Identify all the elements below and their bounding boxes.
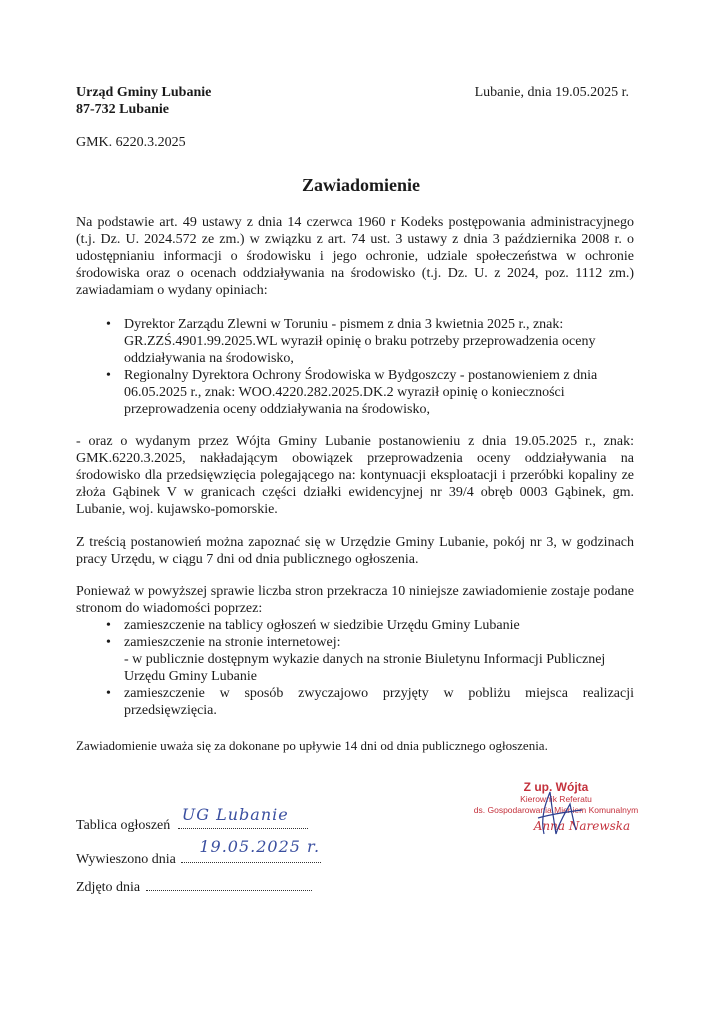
board-label: Tablica ogłoszeń xyxy=(76,818,171,833)
posted-value: 19.05.2025 r. xyxy=(199,837,321,856)
opinion-text: Regionalny Dyrektora Ochrony Środowiska w Bydgoszczy - postanowieniem z dnia 06.05.2025 r., znak: WOO.4220.282.2025.DK.2 wyraził opinię o konieczności przeprowadzenia oceny oddziaływania na środowisko, xyxy=(124,368,598,417)
opinion-text: Dyrektor Zarządu Zlewni w Toruniu - pismem z dnia 3 kwietnia 2025 r., znak: GR.ZZŚ.4901.99.2025.WL wyraził opinię o braku potrzeby przeprowadzenia oceny oddziaływania na środowisko, xyxy=(124,317,596,366)
document-title: Zawiadomienie xyxy=(301,175,420,195)
list-item xyxy=(100,367,634,418)
notice-intro: Ponieważ w powyższej sprawie liczba stron przekracza 10 niniejsze zawiadomienie zostaje podane stronom do wiadomości poprzez: xyxy=(76,584,634,616)
footer-posted-row xyxy=(76,837,321,868)
office-header xyxy=(76,84,211,118)
signature-scribble xyxy=(530,784,590,840)
notice-methods-list xyxy=(100,617,634,719)
footer-board-row xyxy=(76,805,308,834)
decision-paragraph: - oraz o wydanym przez Wójta Gminy Lubanie postanowieniu z dnia 19.05.2025 r., znak: GMK.6220.3.2025, nakładającym obowiązek przeprowadzenia oceny oddziaływania na środowisko dla przedsięwzięcia polegającego na: kontynuacji eksploatacji i przeróbki kopaliny ze złoża Gąbinek V w granicach części działki ewidencyjnej nr 39/4 obręb 0003 Gąbinek, gm. Lubanie, woj. kujawsko-pomorskie. xyxy=(76,434,634,517)
list-item xyxy=(100,617,634,634)
stamp-line-2: Kierownik Referatu xyxy=(520,794,592,804)
method-website-sub: - w publicznie dostępnym wykazie danych na stronie Biuletynu Informacji Publicznej Urzędu Gminy Lubanie xyxy=(124,652,606,684)
method-board: zamieszczenie na tablicy ogłoszeń w siedzibie Urzędu Gminy Lubanie xyxy=(124,618,520,633)
place-date: Lubanie, dnia 19.05.2025 r. xyxy=(474,85,629,100)
office-name: Urząd Gminy Lubanie xyxy=(76,85,212,100)
stamp-name: Anna Narewska xyxy=(533,819,631,833)
method-website: zamieszczenie na stronie internetowej: xyxy=(124,635,341,650)
stamp-line-1: Z up. Wójta xyxy=(523,780,589,794)
method-customary: zamieszczenie w sposób zwyczajowo przyjęty w pobliżu miejsca realizacji przedsięwzięcia. xyxy=(124,686,634,718)
case-number: GMK. 6220.3.2025 xyxy=(76,135,186,150)
removed-label: Zdjęto dnia xyxy=(76,880,141,895)
posted-field xyxy=(181,837,321,863)
opinions-list xyxy=(100,316,634,418)
list-item xyxy=(100,316,634,367)
intro-paragraph: Na podstawie art. 49 ustawy z dnia 14 czerwca 1960 r Kodeks postępowania administracyjnego (t.j. Dz. U. 2024.572 ze zm.) w związku z art. 74 ust. 3 ustawy z dnia 3 października 2008 r. o udostępnianiu informacji o środowisku i jego ochronie, udziale społeczeństwa w ochronie środowiska oraz o ocenach oddziaływania na środowisko (t.j. Dz. U. z 2024, poz. 1112 zm.) zawiadamiam o wydany opiniach: xyxy=(76,215,634,298)
board-value: UG Lubanie xyxy=(181,805,289,824)
footer-removed-row xyxy=(76,876,312,896)
board-field xyxy=(178,805,308,829)
access-paragraph: Z treścią postanowień można zapoznać się w Urzędzie Gminy Lubanie, pokój nr 3, w godzinach pracy Urzędu, w ciągu 7 dni od dnia publicznego ogłoszenia. xyxy=(76,535,634,567)
posted-label: Wywieszono dnia xyxy=(76,852,176,867)
list-item xyxy=(100,685,634,719)
stamp-line-3: ds. Gospodarowania Mieniem Komunalnym xyxy=(473,805,639,815)
closing-note: Zawiadomienie uważa się za dokonane po upływie 14 dni od dnia publicznego ogłoszenia. xyxy=(76,738,548,753)
removed-field xyxy=(146,876,312,891)
office-address: 87-732 Lubanie xyxy=(76,102,169,117)
list-item xyxy=(100,634,634,685)
